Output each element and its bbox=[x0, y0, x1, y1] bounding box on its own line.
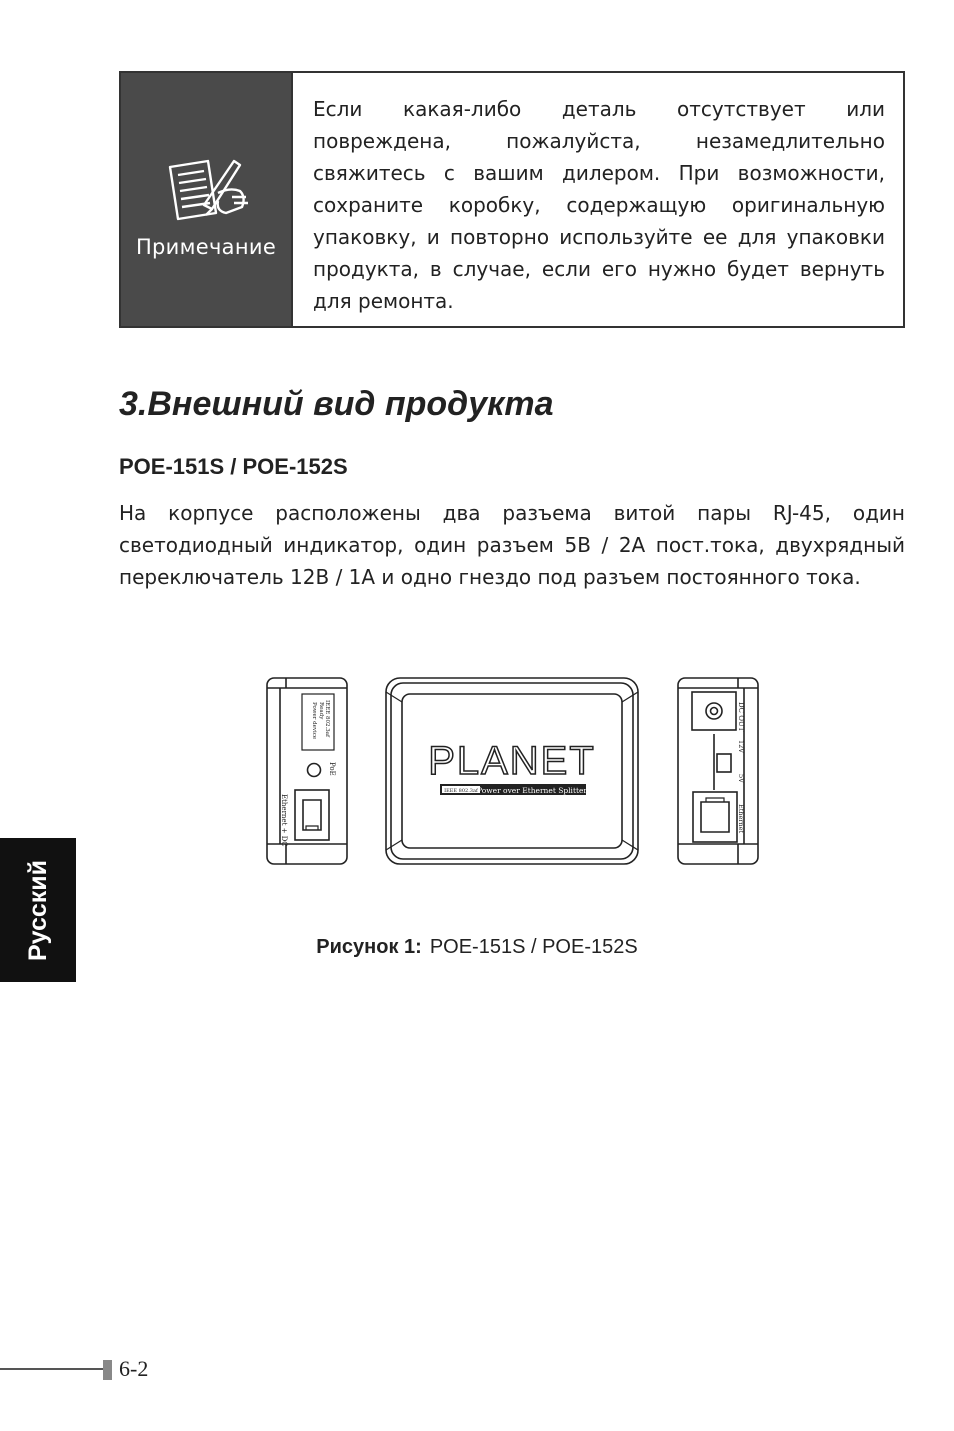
left-label-port: Ethernet + DC bbox=[280, 794, 288, 847]
product-drawing bbox=[262, 672, 762, 872]
note-pen-icon bbox=[160, 153, 252, 229]
left-label-standard: IEEE 802.3af bbox=[324, 700, 330, 738]
note-label: Примечание bbox=[135, 234, 277, 259]
right-side-view bbox=[678, 678, 758, 864]
note-box bbox=[119, 71, 905, 328]
language-tab-label: Русский bbox=[23, 859, 52, 961]
right-label-dcout: DC OUT bbox=[737, 702, 745, 732]
figure-caption-text: POE-151S / POE-152S bbox=[429, 936, 638, 958]
section-title: 3.Внешний вид продукта bbox=[119, 385, 554, 423]
page-number: 6-2 bbox=[119, 1356, 149, 1381]
product-figure bbox=[262, 672, 762, 876]
left-label-poe: PoE bbox=[328, 762, 336, 776]
product-label-standard: IEEE 802.3af bbox=[444, 788, 478, 794]
right-label-12v: 12V bbox=[737, 740, 745, 753]
section-subtitle: POE-151S / POE-152S bbox=[119, 454, 348, 479]
figure-caption-label: Рисунок 1: bbox=[316, 936, 422, 958]
brand-logo: PLANET bbox=[428, 739, 596, 783]
section-body: На корпусе расположены два разъема витой пары RJ-45, один светодиодный индикатор, один разъем 5В / 2А пост.тока, двухрядный переключатель 12В / 1А и одно гнездо под разъем постоянного тока. bbox=[119, 501, 905, 589]
left-label-power: Power device bbox=[311, 702, 317, 740]
note-text: Если какая-либо деталь отсутствует или повреждена, пожалуйста, незамедлительно свяжитесь с вашим дилером. При возможности, сохраните коробку, содержащую оригинальную упаковку, и повторно используйте ее для упаковки продукта, в случае, если его нужно будет вернуть для ремонта. bbox=[313, 97, 885, 313]
figure-caption bbox=[0, 936, 954, 959]
language-tab bbox=[0, 838, 76, 982]
footer-line bbox=[0, 1368, 103, 1370]
product-label-text: Power over Ethernet Splitter bbox=[476, 786, 588, 795]
left-label-ready: Ready bbox=[318, 702, 324, 720]
right-label-port: Ethernet bbox=[737, 804, 745, 834]
right-label-5v: 5V bbox=[737, 774, 745, 783]
note-sidebar bbox=[121, 73, 293, 326]
footer-marker bbox=[103, 1360, 112, 1380]
